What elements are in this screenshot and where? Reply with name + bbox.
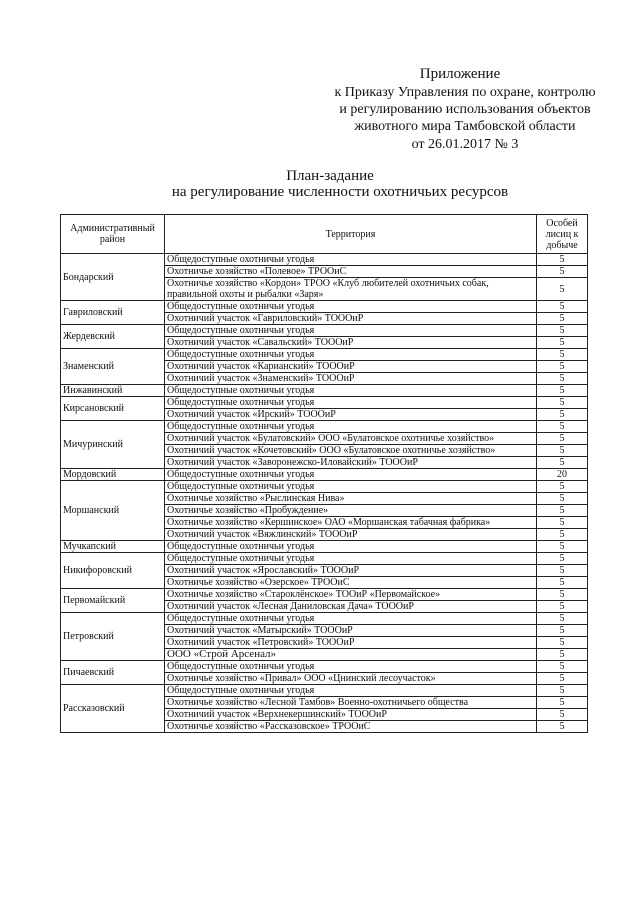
table-row (61, 685, 588, 697)
territory-cell: Охотничий участок «Кочетовский» ООО «Булатовское охотничье хозяйство» (165, 445, 537, 457)
table-row (61, 385, 588, 397)
fox-count-cell: 5 (537, 709, 588, 721)
fox-count-cell: 5 (537, 661, 588, 673)
territory-cell: Охотничье хозяйство «Пробуждение» (165, 505, 537, 517)
territory-cell: Охотничье хозяйство «Кордон» ТРОО «Клуб любителей охотничьих собак, правильной охоты и рыбалки «Заря» (165, 278, 537, 301)
territory-cell: Охотничий участок «Знаменский» ТОООиР (165, 373, 537, 385)
fox-count-cell: 5 (537, 409, 588, 421)
territory-cell: Общедоступные охотничьи угодья (165, 301, 537, 313)
fox-count-cell: 5 (537, 721, 588, 733)
territory-cell: Охотничий участок «Лесная Даниловская Дача» ТОООиР (165, 601, 537, 613)
territory-cell: Охотничий участок «Ярославский» ТОООиР (165, 565, 537, 577)
fox-count-cell: 5 (537, 385, 588, 397)
table-row (61, 254, 588, 266)
territory-cell: Охотничье хозяйство «Лесной Тамбов» Военно-охотничьего общества (165, 697, 537, 709)
table-row (61, 613, 588, 625)
fox-count-cell: 5 (537, 278, 588, 301)
territory-cell: Охотничий участок «Булатовский» ООО «Булатовское охотничье хозяйство» (165, 433, 537, 445)
table-row (61, 481, 588, 493)
table-row (61, 421, 588, 433)
territory-cell: Общедоступные охотничьи угодья (165, 397, 537, 409)
fox-count-cell: 5 (537, 337, 588, 349)
district-cell: Мучкапский (61, 541, 165, 553)
district-cell: Кирсановский (61, 397, 165, 421)
table-row (61, 349, 588, 361)
fox-count-cell: 20 (537, 469, 588, 481)
fox-count-cell: 5 (537, 649, 588, 661)
header-territory: Территория (165, 215, 537, 254)
document-subtitle: на регулирование численности охотничьих ресурсов (171, 184, 509, 200)
fox-count-cell: 5 (537, 505, 588, 517)
table-row (61, 589, 588, 601)
district-cell: Петровский (61, 613, 165, 661)
fox-count-cell: 5 (537, 313, 588, 325)
territory-cell: Охотничье хозяйство «Кершинское» ОАО «Моршанская табачная фабрика» (165, 517, 537, 529)
fox-count-cell: 5 (537, 301, 588, 313)
territory-cell: Охотничье хозяйство «Привал» ООО «Цнинский лесоучасток» (165, 673, 537, 685)
fox-count-cell: 5 (537, 373, 588, 385)
fox-count-cell: 5 (537, 673, 588, 685)
appendix-title: Приложение (419, 66, 501, 82)
table-row (61, 469, 588, 481)
territory-cell: Охотничий участок «Гавриловский» ТОООиР (165, 313, 537, 325)
territory-cell: Охотничий участок «Петровский» ТОООиР (165, 637, 537, 649)
fox-count-cell: 5 (537, 553, 588, 565)
territory-cell: Охотничье хозяйство «Озерское» ТРООиС (165, 577, 537, 589)
fox-count-cell: 5 (537, 613, 588, 625)
table-row (61, 553, 588, 565)
fox-count-cell: 5 (537, 457, 588, 469)
district-cell: Пичаевский (61, 661, 165, 685)
fox-count-cell: 5 (537, 421, 588, 433)
fox-count-cell: 5 (537, 541, 588, 553)
table-row (61, 301, 588, 313)
appendix-line-3: и регулированию использования объектов (339, 102, 591, 117)
territory-cell: Охотничий участок «Ирский» ТОООиР (165, 409, 537, 421)
territory-cell: Охотничье хозяйство «Рыслинская Нива» (165, 493, 537, 505)
fox-count-cell: 5 (537, 685, 588, 697)
appendix-line-2: к Приказу Управления по охране, контролю (334, 85, 596, 100)
district-cell: Жердевский (61, 325, 165, 349)
territory-cell: Общедоступные охотничьи угодья (165, 349, 537, 361)
fox-count-cell: 5 (537, 565, 588, 577)
territory-cell: Общедоступные охотничьи угодья (165, 385, 537, 397)
fox-count-cell: 5 (537, 349, 588, 361)
territory-cell: Общедоступные охотничьи угодья (165, 254, 537, 266)
district-cell: Моршанский (61, 481, 165, 541)
territory-cell: Охотничий участок «Савальский» ТОООиР (165, 337, 537, 349)
territory-cell: Охотничий участок «Матырский» ТОООиР (165, 625, 537, 637)
district-cell: Инжавинский (61, 385, 165, 397)
table-row (61, 541, 588, 553)
appendix-date-number: от 26.01.2017 № 3 (411, 137, 519, 152)
territory-cell: Общедоступные охотничьи угодья (165, 481, 537, 493)
district-cell: Знаменский (61, 349, 165, 385)
fox-count-cell: 5 (537, 397, 588, 409)
district-cell: Никифоровский (61, 553, 165, 589)
table-body (61, 254, 588, 733)
territory-cell: Общедоступные охотничьи угодья (165, 553, 537, 565)
territory-cell: Охотничье хозяйство «Полевое» ТРООиС (165, 266, 537, 278)
header-district: Административный район (61, 215, 165, 254)
table-row (61, 397, 588, 409)
district-cell: Бондарский (61, 254, 165, 301)
territory-cell: Общедоступные охотничьи угодья (165, 541, 537, 553)
territory-cell: Охотничий участок «Карианский» ТОООиР (165, 361, 537, 373)
fox-count-cell: 5 (537, 361, 588, 373)
appendix-line-4: животного мира Тамбовской области (354, 119, 576, 134)
fox-count-cell: 5 (537, 637, 588, 649)
territory-cell: Охотничий участок «Вяжлинский» ТОООиР (165, 529, 537, 541)
table-row (61, 661, 588, 673)
territory-cell: Общедоступные охотничьи угодья (165, 421, 537, 433)
fox-count-cell: 5 (537, 433, 588, 445)
table-row (61, 325, 588, 337)
header-fox-count: Особей лисиц к добыче (537, 215, 588, 254)
district-cell: Первомайский (61, 589, 165, 613)
territory-cell: ООО «Строй Арсенал» (165, 649, 537, 661)
territory-cell: Охотничий участок «Верхнекершинский» ТОООиР (165, 709, 537, 721)
fox-count-cell: 5 (537, 481, 588, 493)
fox-count-cell: 5 (537, 325, 588, 337)
territory-cell: Общедоступные охотничьи угодья (165, 613, 537, 625)
fox-count-cell: 5 (537, 517, 588, 529)
fox-count-cell: 5 (537, 254, 588, 266)
quota-table (60, 214, 588, 733)
fox-count-cell: 5 (537, 577, 588, 589)
fox-count-cell: 5 (537, 697, 588, 709)
fox-count-cell: 5 (537, 266, 588, 278)
district-cell: Гавриловский (61, 301, 165, 325)
fox-count-cell: 5 (537, 529, 588, 541)
fox-count-cell: 5 (537, 625, 588, 637)
territory-cell: Охотничий участок «Заворонежско-Иловайский» ТОООиР (165, 457, 537, 469)
district-cell: Мичуринский (61, 421, 165, 469)
fox-count-cell: 5 (537, 445, 588, 457)
fox-count-cell: 5 (537, 493, 588, 505)
territory-cell: Охотничье хозяйство «Рассказовское» ТРООиС (165, 721, 537, 733)
fox-count-cell: 5 (537, 601, 588, 613)
document-title: План-задание (286, 168, 374, 184)
district-cell: Рассказовский (61, 685, 165, 733)
district-cell: Мордовский (61, 469, 165, 481)
fox-count-cell: 5 (537, 589, 588, 601)
territory-cell: Охотничье хозяйство «Староклёнское» ТООиР «Первомайское» (165, 589, 537, 601)
territory-cell: Общедоступные охотничьи угодья (165, 685, 537, 697)
territory-cell: Общедоступные охотничьи угодья (165, 661, 537, 673)
territory-cell: Общедоступные охотничьи угодья (165, 325, 537, 337)
table-header-row (61, 215, 588, 254)
territory-cell: Общедоступные охотничьи угодья (165, 469, 537, 481)
